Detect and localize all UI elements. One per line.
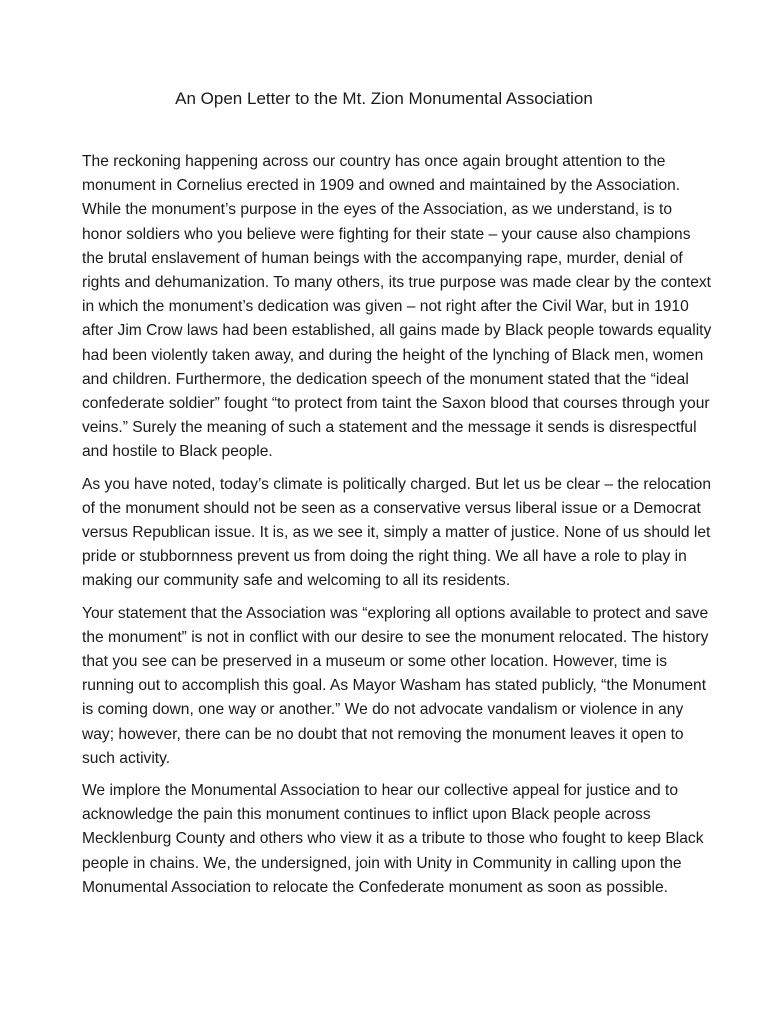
paragraph: Your statement that the Association was “exploring all options available to protect and save the monument” is not in conflict with our desire to see the monument relocated. The history that you see can be preserved in a museum or some other location. However, time is running out to accomplish this goal. As Mayor Washam has stated publicly, “the Monument is coming down, one way or another.” We do not advocate vandalism or violence in any way; however, there can be no doubt that not removing the monument leaves it open to such activity.	[82, 604, 709, 767]
paragraph: We implore the Monumental Association to hear our collective appeal for justice and to acknowledge the pain this monument continues to inflict upon Black people across Mecklenburg County and others who view it as a tribute to those who fought to keep Black people in chains. We, the undersigned, join with Unity in Community in calling upon the Monumental Association to relocate the Confederate monument as soon as possible.	[82, 782, 704, 896]
paragraph: As you have noted, today’s climate is politically charged. But let us be clear – the relocation of the monument should not be seen as a conservative versus liberal issue or a Democrat versus Republican issue. It is, as we see it, simply a matter of justice. None of us should let pride or stubbornness prevent us from doing the right thing. We all have a role to play in making our community safe and welcoming to all its residents.	[82, 475, 712, 590]
paragraph: The reckoning happening across our country has once again brought attention to the monument in Cornelius erected in 1909 and owned and maintained by the Association. While the monument’s purpose in the eyes of the Association, as we understand, is to honor soldiers who you believe were fighting for their state – your cause also champions the brutal enslavement of human beings with the accompanying rape, murder, denial of rights and dehumanization. To many others, its true purpose was made clear by the context in which the monument’s dedication was given – not right after the Civil War, but in 1910 after Jim Crow laws had been established, all gains made by Black people towards equality had been violently taken away, and during the height of the lynching of Black men, women and children. Furthermore, the dedication speech of the monument stated that the “ideal confederate soldier” fought “to protect from taint the Saxon blood that courses through your veins.” Surely the meaning of such a statement and the message it sends is disrespectful and hostile to Black people.	[82, 153, 712, 461]
page-title: An Open Letter to the Mt. Zion Monumental Association	[175, 89, 593, 108]
letter-body	[82, 150, 712, 908]
